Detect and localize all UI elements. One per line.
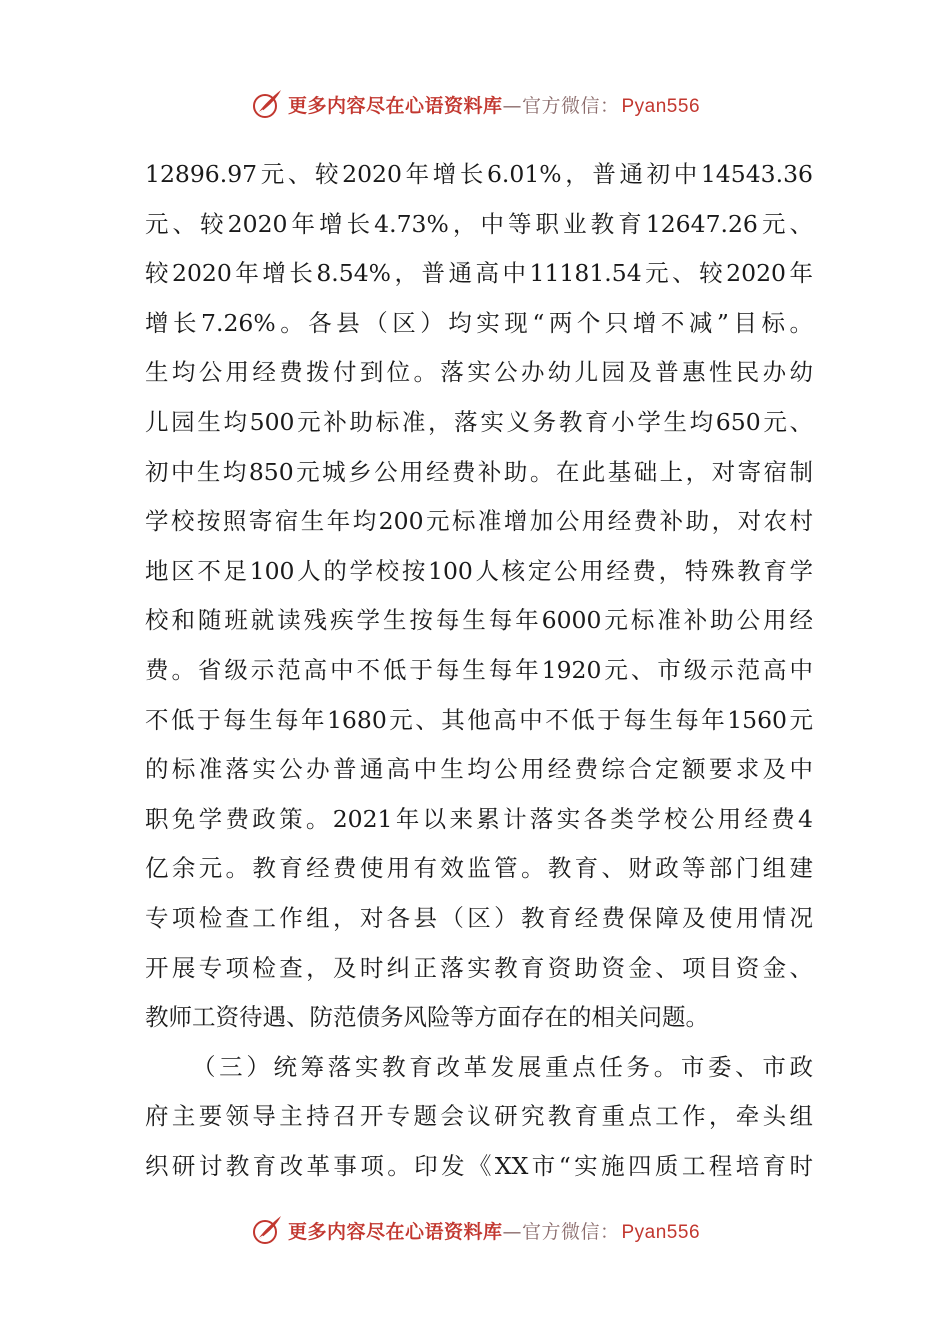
body-line: 职免学费政策。2021年以来累计落实各类学校公用经费4 bbox=[145, 804, 813, 833]
body-line: 费。省级示范高中不低于每生每年1920元、市级示范高中 bbox=[145, 655, 813, 684]
watermark-label: 官方微信： bbox=[521, 94, 620, 117]
watermark-banner-top bbox=[0, 84, 950, 124]
quill-pen-circle-icon bbox=[250, 87, 284, 121]
watermark-banner-bottom bbox=[0, 1210, 950, 1250]
body-line: 校和随班就读残疾学生按每生每年6000元标准补助公用经 bbox=[145, 606, 813, 635]
watermark-dash: — bbox=[502, 1220, 522, 1243]
quill-pen-circle-icon bbox=[250, 1213, 284, 1247]
body-line: 地区不足100人的学校按100人核定公用经费，特殊教育学 bbox=[145, 556, 813, 585]
body-line: 不低于每生每年1680元、其他高中不低于每生每年1560元 bbox=[145, 705, 813, 734]
body-line: 生均公用经费拨付到位。落实公办幼儿园及普惠性民办幼 bbox=[145, 358, 813, 387]
body-line: 儿园生均500元补助标准，落实义务教育小学生均650元、 bbox=[145, 407, 813, 436]
body-line: 元、较2020年增长4.73%，中等职业教育12647.26元、 bbox=[145, 209, 813, 238]
body-line: 开展专项检查，及时纠正落实教育资助资金、项目资金、 bbox=[145, 953, 813, 982]
watermark-handle: Pyan556 bbox=[621, 95, 701, 117]
watermark-text bbox=[288, 91, 700, 118]
watermark-brand: 更多内容尽在心语资料库 bbox=[287, 94, 503, 117]
document-body bbox=[145, 150, 813, 1191]
watermark-dash: — bbox=[502, 94, 522, 117]
body-line: 学校按照寄宿生年均200元标准增加公用经费补助，对农村 bbox=[145, 507, 813, 536]
watermark-label: 官方微信： bbox=[521, 1220, 620, 1243]
body-line: 亿余元。教育经费使用有效监管。教育、财政等部门组建 bbox=[145, 854, 813, 883]
body-line: 较2020年增长8.54%，普通高中11181.54元、较2020年 bbox=[145, 259, 813, 288]
body-line: 织研讨教育改革事项。印发《XX市“实施四质工程培育时 bbox=[145, 1151, 813, 1180]
body-line: 增长7.26%。各县（区）均实现“两个只增不减”目标。 bbox=[145, 308, 813, 337]
watermark-brand: 更多内容尽在心语资料库 bbox=[287, 1220, 503, 1243]
body-line: 教师工资待遇、防范债务风险等方面存在的相关问题。 bbox=[145, 1003, 709, 1032]
watermark-text bbox=[288, 1217, 700, 1244]
section-heading-line: （三）统筹落实教育改革发展重点任务。市委、市政 bbox=[192, 1052, 813, 1081]
watermark-handle: Pyan556 bbox=[621, 1221, 701, 1243]
body-line: 12896.97元、较2020年增长6.01%，普通初中14543.36 bbox=[145, 160, 813, 188]
body-line: 专项检查工作组，对各县（区）教育经费保障及使用情况 bbox=[145, 903, 813, 932]
body-line: 府主要领导主持召开专题会议研究教育重点工作，牵头组 bbox=[145, 1102, 813, 1131]
body-line: 的标准落实公办普通高中生均公用经费综合定额要求及中 bbox=[145, 755, 813, 784]
body-line: 初中生均850元城乡公用经费补助。在此基础上，对寄宿制 bbox=[145, 457, 813, 486]
